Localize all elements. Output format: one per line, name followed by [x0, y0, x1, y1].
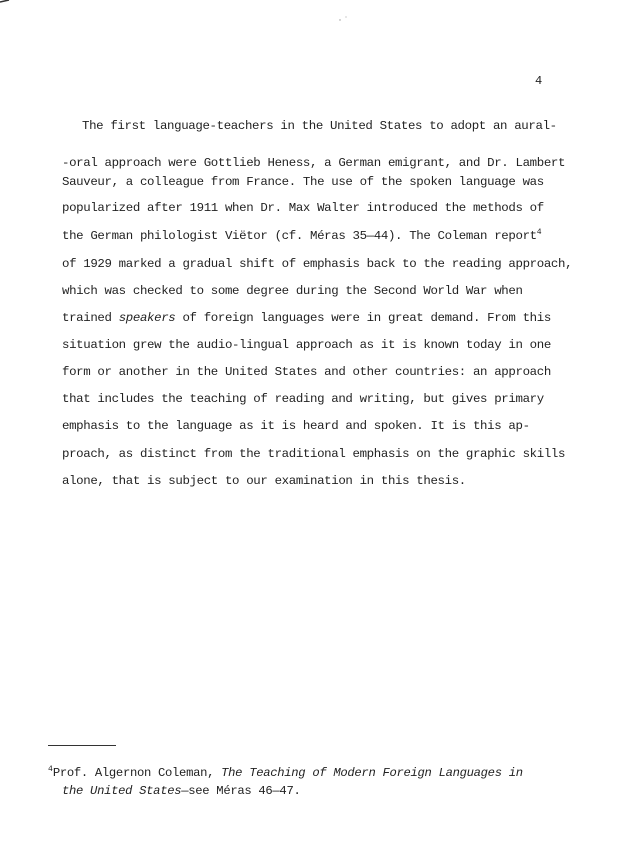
footnote-text: Prof. Algernon Coleman, [52, 766, 222, 780]
footnote-divider [48, 745, 116, 746]
text-line: Sauveur, a colleague from France. The use of the spoken language was [62, 175, 544, 189]
text-line: popularized after 1911 when Dr. Max Walter introduced the methods of [62, 201, 544, 215]
line-text: the German philologist Viëtor (cf. Méras 35—44). The Coleman report [62, 229, 537, 243]
dust-speck [339, 19, 340, 20]
footnote-marker: 4 [48, 765, 53, 774]
footnote-reference: 4 [536, 228, 542, 237]
text-line: that includes the teaching of reading and writing, but gives primary [62, 392, 544, 406]
text-line: emphasis to the language as it is heard and spoken. It is this ap- [62, 419, 530, 433]
text-line: proach, as distinct from the traditional emphasis on the graphic skills [62, 447, 566, 461]
text-line: alone, that is subject to our examination in this thesis. [62, 474, 466, 488]
dust-speck [345, 16, 346, 17]
text-line [62, 228, 562, 246]
text-line: situation grew the audio-lingual approach as it is known today in one [62, 338, 551, 352]
footnote-line [48, 765, 523, 783]
corner-mark [0, 0, 9, 2]
text-line: form or another in the United States and other countries: an approach [62, 365, 551, 379]
footnote-text: —see Méras 46—47. [181, 784, 301, 798]
footnote-line [48, 783, 300, 799]
text-line [62, 310, 562, 326]
footnote-title: the United States [62, 784, 182, 798]
emphasized-word: speakers [118, 311, 176, 325]
line-text: of foreign languages were in great demand. From this [175, 311, 551, 325]
text-line: -oral approach were Gottlieb Heness, a German emigrant, and Dr. Lambert [62, 156, 566, 170]
text-line: which was checked to some degree during the Second World War when [62, 284, 523, 298]
line-text: trained [62, 311, 119, 325]
text-line: The first language-teachers in the United States to adopt an aural- [82, 119, 557, 133]
page-number: 4 [535, 74, 543, 88]
footnote-title: The Teaching of Modern Foreign Languages in [221, 766, 523, 780]
text-line: of 1929 marked a gradual shift of emphasis back to the reading approach, [62, 257, 573, 271]
